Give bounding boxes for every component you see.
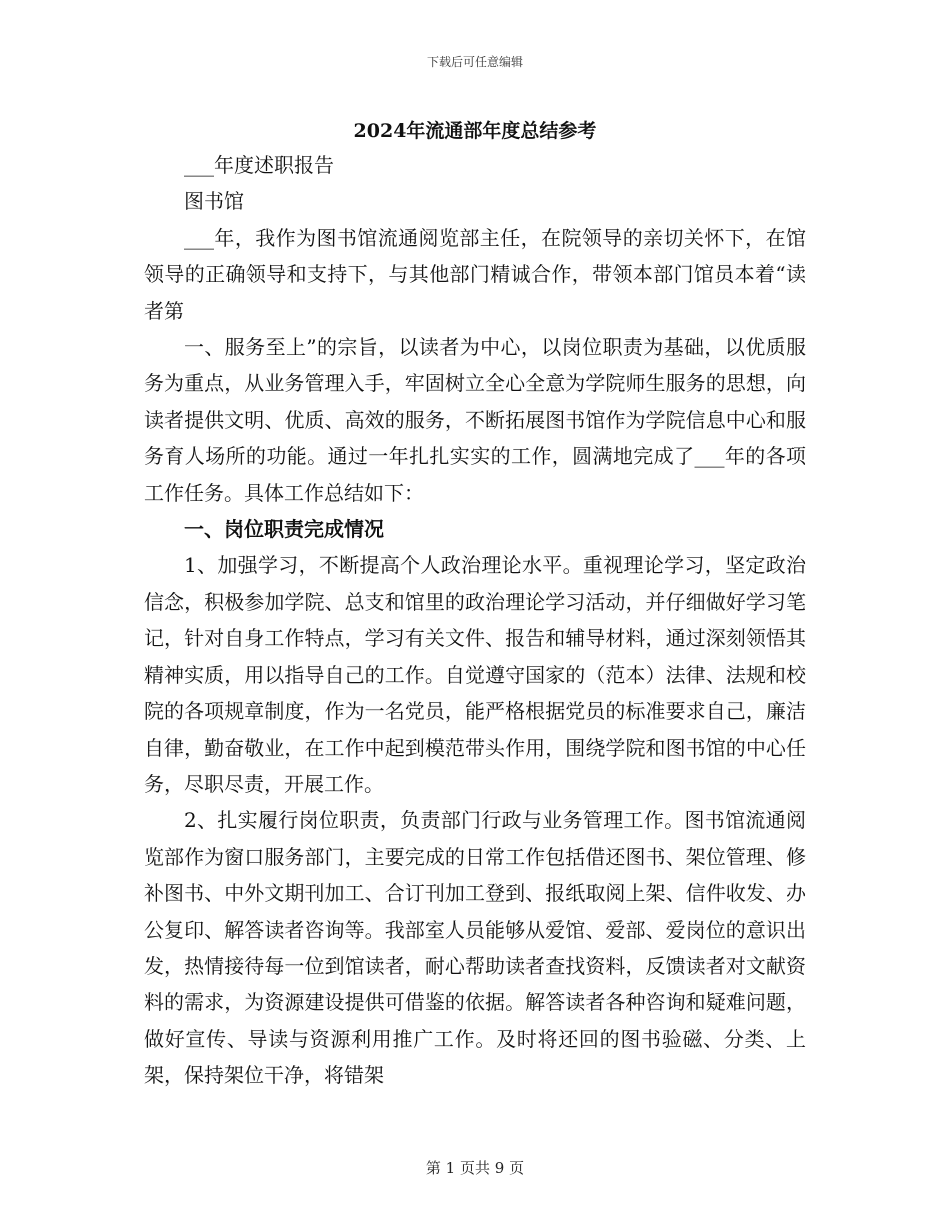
document-body — [144, 147, 806, 1094]
organization-name: 图书馆 — [184, 189, 244, 214]
report-subtitle: ___年度述职报告 — [184, 153, 334, 177]
page-title: 2024年流通部年度总结参考 — [353, 120, 597, 142]
page-footer: 第 1 页共 9 页 — [425, 1159, 525, 1177]
header-note: 下载后可任意编辑 — [426, 55, 523, 69]
body-paragraph: ___年，我作为图书馆流通阅览部主任，在院领导的亲切关怀下，在馆领导的正确领导和支持下，与其他部门精诚合作，带领本部门馆员本着“读者第 — [144, 225, 806, 323]
body-paragraph: 2、扎实履行岗位职责，负责部门行政与业务管理工作。图书馆流通阅览部作为窗口服务部门，主要完成的日常工作包括借还图书、架位管理、修补图书、中外文期刊加工、合订刊加工登到、报纸取阅上架、信件收发、办公复印、解答读者咨询等。我部室人员能够从爱馆、爱部、爱岗位的意识出发，热情接待每一位到馆读者，耐心帮助读者查找资料，反馈读者对文献资料的需求，为资源建设提供可借鉴的依据。解答读者各种咨询和疑难问题，做好宣传、导读与资源利用推广工作。及时将还回的图书验磁、分类、上架，保持架位干净，将错架 — [144, 808, 806, 1088]
body-paragraph: 1、加强学习，不断提高个人政治理论水平。重视理论学习，坚定政治信念，积极参加学院、总支和馆里的政治理论学习活动，并仔细做好学习笔记，针对自身工作特点，学习有关文件、报告和辅导材料，通过深刻领悟其精神实质，用以指导自己的工作。自觉遵守国家的（范本）法律、法规和校院的各项规章制度，作为一名党员，能严格根据党员的标准要求自己，廉洁自律，勤奋敬业，在工作中起到模范带头作用，围绕学院和图书馆的中心任务，尽职尽责，开展工作。 — [144, 553, 806, 796]
body-paragraph: 一、服务至上”的宗旨，以读者为中心，以岗位职责为基础，以优质服务为重点，从业务管理入手，牢固树立全心全意为学院师生服务的思想，向读者提供文明、优质、高效的服务，不断拓展图书馆作为学院信息中心和服务育人场所的功能。通过一年扎扎实实的工作，圆满地完成了___年的各项工作任务。具体工作总结如下： — [144, 335, 806, 505]
section-heading: 一、岗位职责完成情况 — [184, 517, 384, 542]
